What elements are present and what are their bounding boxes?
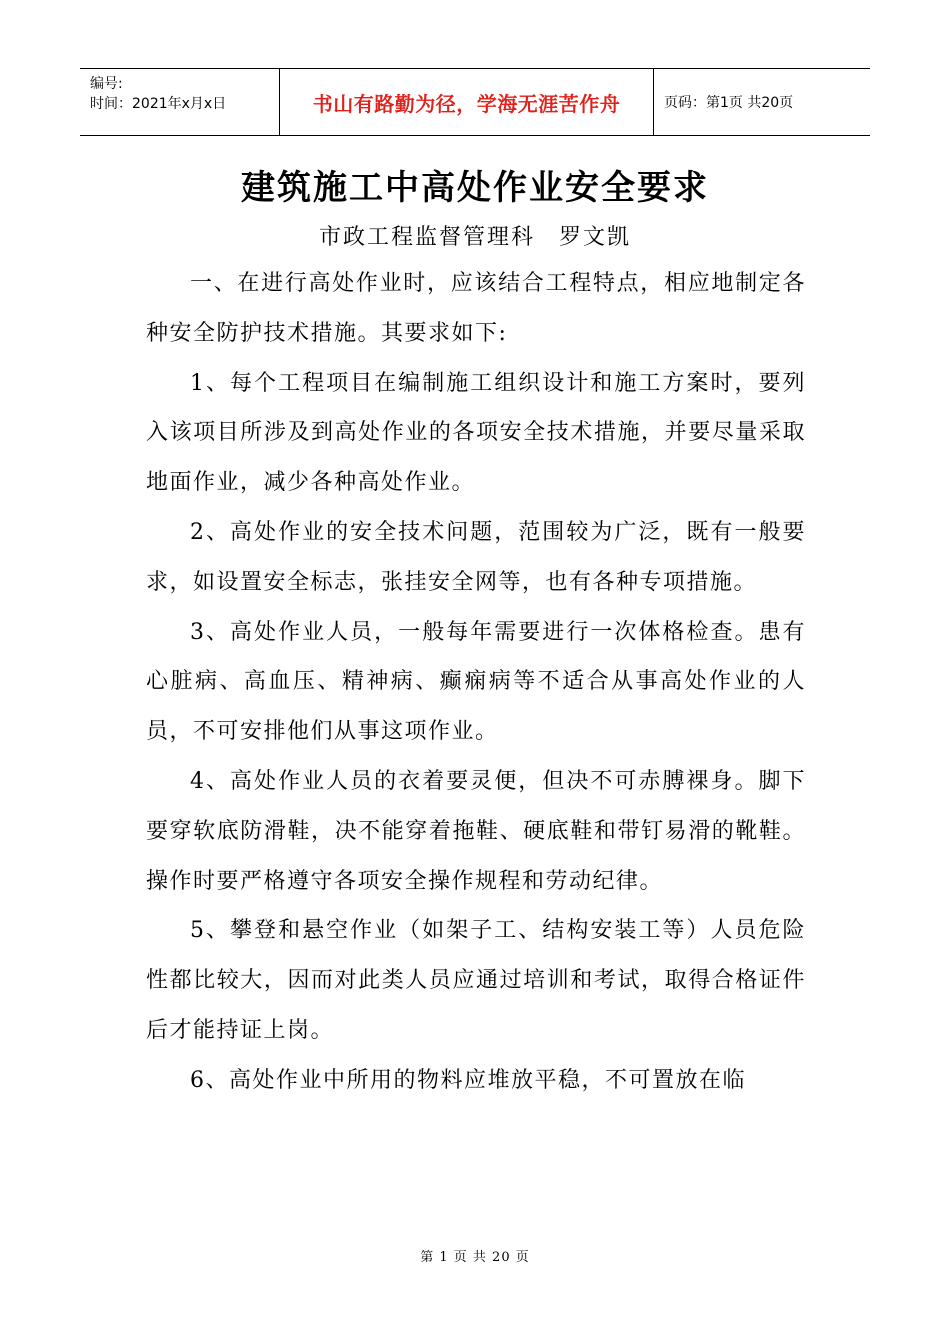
header-info-cell: [80, 69, 280, 135]
header-table: [80, 68, 870, 136]
header-page-cell: [654, 69, 870, 135]
paragraph: 2、高处作业的安全技术问题，范围较为广泛，既有一般要求，如设置安全标志，张挂安全网等，也有各种专项措施。: [146, 519, 806, 595]
paragraph: 1、每个工程项目在编制施工组织设计和施工方案时，要列入该项目所涉及到高处作业的各项安全技术措施，并要尽量采取地面作业，减少各种高处作业。: [146, 370, 806, 496]
document-body: [146, 259, 806, 1106]
page-code: 页码：第1页 共20页: [664, 95, 794, 111]
motto-text: 书山有路勤为径，学海无涯苦作舟: [312, 91, 621, 116]
paragraph: 6、高处作业中所用的物料应堆放平稳，不可置放在临: [190, 1067, 746, 1093]
paragraph: 一、在进行高处作业时，应该结合工程特点，相应地制定各种安全防护技术措施。其要求如下:: [146, 271, 806, 346]
number-label: 编号:: [90, 76, 123, 92]
document-title: 建筑施工中高处作业安全要求: [241, 168, 709, 208]
page-footer: 第 1 页 共 20 页: [420, 1250, 530, 1265]
paragraph: 4、高处作业人员的衣着要灵便，但决不可赤膊裸身。脚下要穿软底防滑鞋，决不能穿着拖鞋、硬底鞋和带钉易滑的靴鞋。操作时要严格遵守各项安全操作规程和劳动纪律。: [146, 768, 806, 894]
document-author: 市政工程监督管理科 罗文凯: [318, 225, 631, 250]
paragraph: 5、攀登和悬空作业（如架子工、结构安装工等）人员危险性都比较大，因而对此类人员应通过培训和考试，取得合格证件后才能持证上岗。: [146, 918, 806, 1043]
header-motto-cell: [280, 69, 654, 135]
time-label: 时间：2021年x月x日: [90, 96, 227, 112]
paragraph: 3、高处作业人员，一般每年需要进行一次体格检查。患有心脏病、高血压、精神病、癫痫病等不适合从事高处作业的人员，不可安排他们从事这项作业。: [146, 619, 806, 745]
